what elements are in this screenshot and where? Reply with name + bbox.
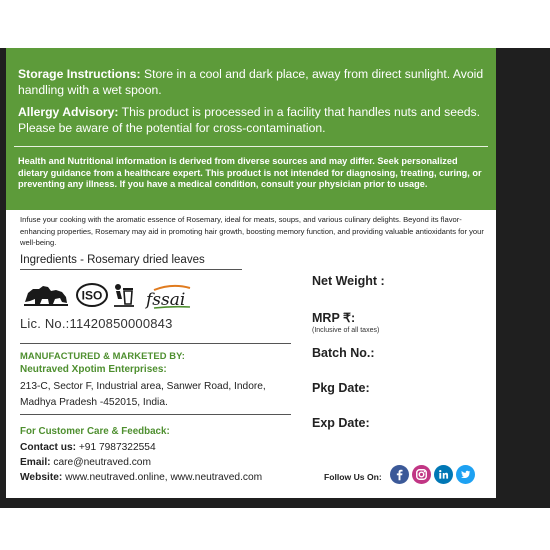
license-number: Lic. No.:11420850000843 <box>20 316 173 331</box>
section-divider <box>20 414 291 415</box>
lion-emblem-icon <box>22 282 70 308</box>
product-label <box>6 48 496 498</box>
contact-value: +91 7987322554 <box>76 442 156 453</box>
storage-heading: Storage Instructions: <box>18 67 141 81</box>
mrp-tax-note: (Inclusive of all taxes) <box>312 327 380 334</box>
contact-website <box>20 472 320 483</box>
manufacturer-address: 213-C, Sector F, Industrial area, Sanwer Road, Indore, Madhya Pradesh -452015, India. <box>20 381 266 408</box>
bottom-frame <box>0 498 550 508</box>
bottom-margin <box>0 508 550 550</box>
storage-text: Store in a cool and dark place, away from direct sunlight. Avoid handling with a wet spoon. <box>18 67 484 97</box>
mrp-label: MRP ₹: <box>312 311 356 325</box>
contact-email <box>20 457 320 468</box>
top-margin <box>0 0 550 50</box>
allergy-text: This product is processed in a facility that handles nuts and seeds. Please be aware of the potential for cross-contamination. <box>18 105 481 135</box>
email-value: care@neutraved.com <box>50 457 151 468</box>
right-frame <box>496 48 550 500</box>
recycle-bin-icon <box>112 282 136 308</box>
section-divider <box>20 343 291 344</box>
manufacturer-title: MANUFACTURED & MARKETED BY: <box>20 350 186 361</box>
fssai-label: fssai <box>146 290 186 310</box>
website-label: Website: <box>20 472 63 483</box>
batch-number-label: Batch No.: <box>312 346 375 360</box>
packaging-date-label: Pkg Date: <box>312 381 370 395</box>
facebook-icon[interactable] <box>390 465 409 484</box>
iso-logo-icon <box>76 282 108 308</box>
instagram-icon[interactable] <box>412 465 431 484</box>
follow-us-label: Follow Us On: <box>324 472 382 482</box>
product-description: Infuse your cooking with the aromatic essence of Rosemary, ideal for meats, soups, and various culinary delights. Beyond its flavor-enhancing properties, Rosemary may aid in promoting hair growth, boosting memory function, and providing valuable antioxidants for your well-being. <box>20 215 484 248</box>
website-value: www.neutraved.online, www.neutraved.com <box>62 472 263 483</box>
expiry-date-label: Exp Date: <box>312 416 370 430</box>
storage-instructions <box>18 66 488 98</box>
ingredients-line: Ingredients - Rosemary dried leaves <box>20 254 242 270</box>
allergy-advisory <box>18 104 488 136</box>
health-disclaimer: Health and Nutritional information is derived from diverse sources and may differ. Seek personalized dietary guidance from a healthcare expert. This product is not intended for diagnosing, treating, curing, or preventing any illness. If you have a medical condition, consult your physician prior to usage. <box>18 156 482 189</box>
green-divider <box>14 146 488 147</box>
manufacturer-name: Neutraved Xpotim Enterprises: <box>20 364 167 375</box>
email-label: Email: <box>20 457 51 468</box>
net-weight-label: Net Weight : <box>312 274 385 288</box>
linkedin-icon[interactable] <box>434 465 453 484</box>
allergy-heading: Allergy Advisory: <box>18 105 119 119</box>
green-info-band <box>6 48 496 210</box>
twitter-icon[interactable] <box>456 465 475 484</box>
certification-logos <box>22 282 222 312</box>
iso-label: ISO <box>81 288 103 303</box>
fssai-logo-icon <box>144 282 200 310</box>
contact-phone <box>20 442 320 453</box>
contact-label: Contact us: <box>20 442 77 453</box>
customer-care-title: For Customer Care & Feedback: <box>20 426 170 437</box>
